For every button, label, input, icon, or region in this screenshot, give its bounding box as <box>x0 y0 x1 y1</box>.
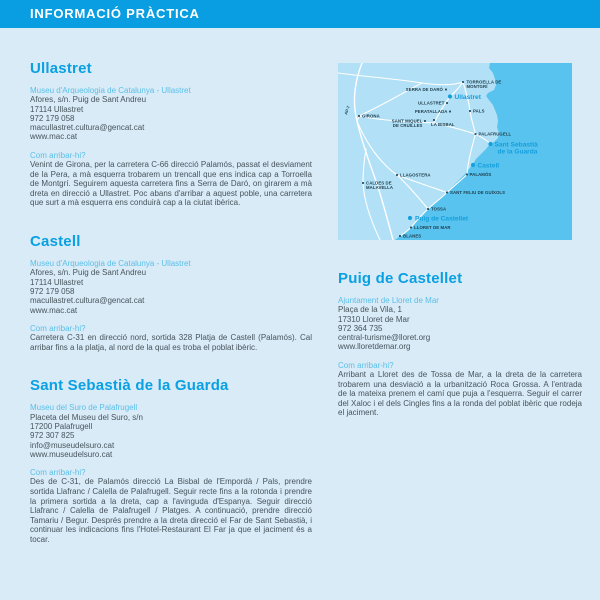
town-label: BLANES <box>403 233 422 239</box>
section-puig-de-castellet <box>338 270 582 418</box>
town-label: MALAVELLA <box>366 185 394 191</box>
map-town-marker <box>466 172 491 177</box>
town-label: GIRONA <box>362 113 380 119</box>
town-dot-icon <box>433 119 435 121</box>
org-name: Museu del Suro de Palafrugell <box>30 403 138 413</box>
town-dot-icon <box>446 192 448 194</box>
town-label: MONTGRÍ <box>466 84 488 90</box>
site-label: Ullastret <box>454 94 481 101</box>
site-dot-icon <box>408 216 412 220</box>
address-line: 17310 Lloret de Mar <box>338 314 410 324</box>
town-dot-icon <box>469 110 471 112</box>
email-address: central-turisme@lloret.org <box>338 333 431 343</box>
site-dot-icon <box>448 94 452 98</box>
email-address: macullastret.cultura@gencat.cat <box>30 123 145 133</box>
town-dot-icon <box>410 227 412 229</box>
left-column <box>30 60 312 570</box>
section-ullastret <box>30 60 312 208</box>
town-dot-icon <box>362 182 364 184</box>
map-town-marker <box>415 109 451 114</box>
town-dot-icon <box>462 81 464 83</box>
address-line: 17114 Ullastret <box>30 277 84 287</box>
how-to-arrive-text: Arribant a Lloret des de Tossa de Mar, a la dreta de la carretera trobarem una desviació a la urbanització Roca Grossa. A l'entrada de la mateixa prenem el camí que puja a l'esquerra. Seguir el carrer del Xaloc i el dels Cingles fins a la ronda del poblat ibèric que rodeja el jaciment. <box>338 370 582 418</box>
site-label: Puig de Castellet <box>415 215 469 223</box>
town-label: TOSSA <box>431 206 447 212</box>
town-label: LLORET DE MAR <box>414 225 451 230</box>
town-label: SANT MIQUEL <box>391 118 423 124</box>
address-line: 17114 Ullastret <box>30 104 84 114</box>
website-url: www.lloretdemar.org <box>338 342 411 352</box>
highway-label: AP-7 <box>343 105 351 116</box>
map-site-marker <box>408 216 469 223</box>
how-to-arrive-text: Venint de Girona, per la carretera C-66 direcció Palamós, passat el desviament de la Pera, a mà esquerra trobarem un trencall que ens indica cap a Torroella de Montgrí. Seguirem aquesta carretera fins a Serra de Daró, on girarem a mà dreta en direcció a Ullastret. Poc abans d'arribar a aquest poble, una carretera que surt a mà esquerra ens conduirà cap a la ciutat ibèrica. <box>30 160 312 208</box>
map-town-marker <box>399 234 421 239</box>
map-town-marker <box>406 87 447 92</box>
address-line: Afores, s/n. Puig de Sant Andreu <box>30 268 147 278</box>
map-town-marker <box>410 225 451 230</box>
map-town-marker <box>446 190 505 195</box>
town-dot-icon <box>445 89 447 91</box>
map-town-marker <box>358 114 380 119</box>
town-label: SERRA DE DARÓ <box>405 87 443 92</box>
org-name: Museu d'Arqueologia de Catalunya - Ullastret <box>30 86 191 95</box>
site-dot-icon <box>471 163 475 167</box>
section-title: Sant Sebastià de la Guarda <box>30 377 229 395</box>
section-sant-sebastia <box>30 377 312 544</box>
town-label: PALAFRUGELL <box>478 131 512 137</box>
map-town-marker <box>418 101 448 106</box>
section-title: Ullastret <box>30 60 92 77</box>
section-title: Castell <box>30 233 81 251</box>
map-town-marker <box>362 181 393 191</box>
town-dot-icon <box>466 174 468 176</box>
town-dot-icon <box>427 208 429 210</box>
town-dot-icon <box>446 102 448 104</box>
site-label: Castell <box>477 162 500 170</box>
town-dot-icon <box>399 235 401 237</box>
phone-number: 972 307 825 <box>30 431 75 441</box>
phone-number: 972 179 058 <box>30 286 75 296</box>
how-to-arrive-label: Com arribar-hi? <box>30 468 86 478</box>
town-dot-icon <box>449 111 451 113</box>
section-castell <box>30 233 312 352</box>
town-dot-icon <box>396 174 398 176</box>
map-town-marker <box>392 119 426 129</box>
how-to-arrive-label: Com arribar-hi? <box>338 360 394 370</box>
org-name: Museu d'Arqueologia de Catalunya - Ullastret <box>30 259 191 269</box>
website-url: www.mac.cat <box>30 132 78 142</box>
town-label: PALS <box>473 108 485 114</box>
how-to-arrive-label: Com arribar-hi? <box>30 323 86 333</box>
section-title: Puig de Castellet <box>338 270 463 287</box>
town-label: ULLASTRET <box>418 100 445 106</box>
site-label: Sant Sebastià <box>494 141 538 149</box>
website-url: www.museudelsuro.cat <box>30 449 113 459</box>
address-line: 17200 Palafrugell <box>30 421 93 431</box>
map-town-marker <box>475 132 512 137</box>
town-label: LLAGOSTERA <box>400 172 431 178</box>
town-dot-icon <box>424 120 426 122</box>
how-to-arrive-text: Carretera C-31 en direcció nord, sortida 328 Platja de Castell (Palamós). Cal arribar fins a la platja, al nord de la qual es troba el poblat ibèric. <box>30 333 312 352</box>
page-title: INFORMACIÓ PRÀCTICA <box>30 6 200 21</box>
town-dot-icon <box>475 133 477 135</box>
town-dot-icon <box>358 115 360 117</box>
site-label: de la Guarda <box>497 148 538 156</box>
phone-number: 972 179 058 <box>30 113 75 123</box>
email-address: macullastret.cultura@gencat.cat <box>30 296 145 306</box>
region-map <box>338 63 572 240</box>
how-to-arrive-label: Com arribar-hi? <box>30 150 86 160</box>
how-to-arrive-text: Des de C-31, de Palamós direcció La Bisbal de l'Empordà / Pals, prendre sortida Llafranc / Calella de Palafrugell. Seguir recte fins a la rotonda i prendre la primera sortida a la dreta, cap a l'avinguda d'Espanya. Seguir direcció Llafranc / Calella de Palafrugell / Platges. A continuació, prendre direcció Tamariu / Begur. Després prendre a la dreta direcció el Far de Sant Sebastià, i continuar les indicacions fins l'Hotel-Restaurant El Far ja que el jaciment és a tocar. <box>30 477 312 544</box>
org-name: Ajuntament de Lloret de Mar <box>338 296 439 305</box>
header-bar <box>0 0 600 28</box>
website-url: www.mac.cat <box>30 305 78 315</box>
town-label: PALAMÓS <box>469 172 492 177</box>
address-line: Placeta del Museu del Suro, s/n <box>30 412 143 422</box>
map-svg <box>338 63 572 240</box>
phone-number: 972 364 735 <box>338 323 383 333</box>
site-dot-icon <box>488 142 492 146</box>
town-label: DE CRUÏLLES <box>392 123 423 129</box>
map-town-marker <box>396 173 431 178</box>
town-label: TORROELLA DE <box>466 79 502 85</box>
town-label: SANT FELIU DE GUÍXOLS <box>450 190 506 195</box>
address-line: Plaça de la Vila, 1 <box>338 305 402 315</box>
town-label: CALDES DE <box>366 180 392 186</box>
town-label: PERATALLADA <box>414 109 448 114</box>
town-label: LA BISBAL <box>431 122 455 127</box>
address-line: Afores, s/n. Puig de Sant Andreu <box>30 95 147 105</box>
right-column <box>338 270 582 443</box>
email-address: info@museudelsuro.cat <box>30 440 115 450</box>
